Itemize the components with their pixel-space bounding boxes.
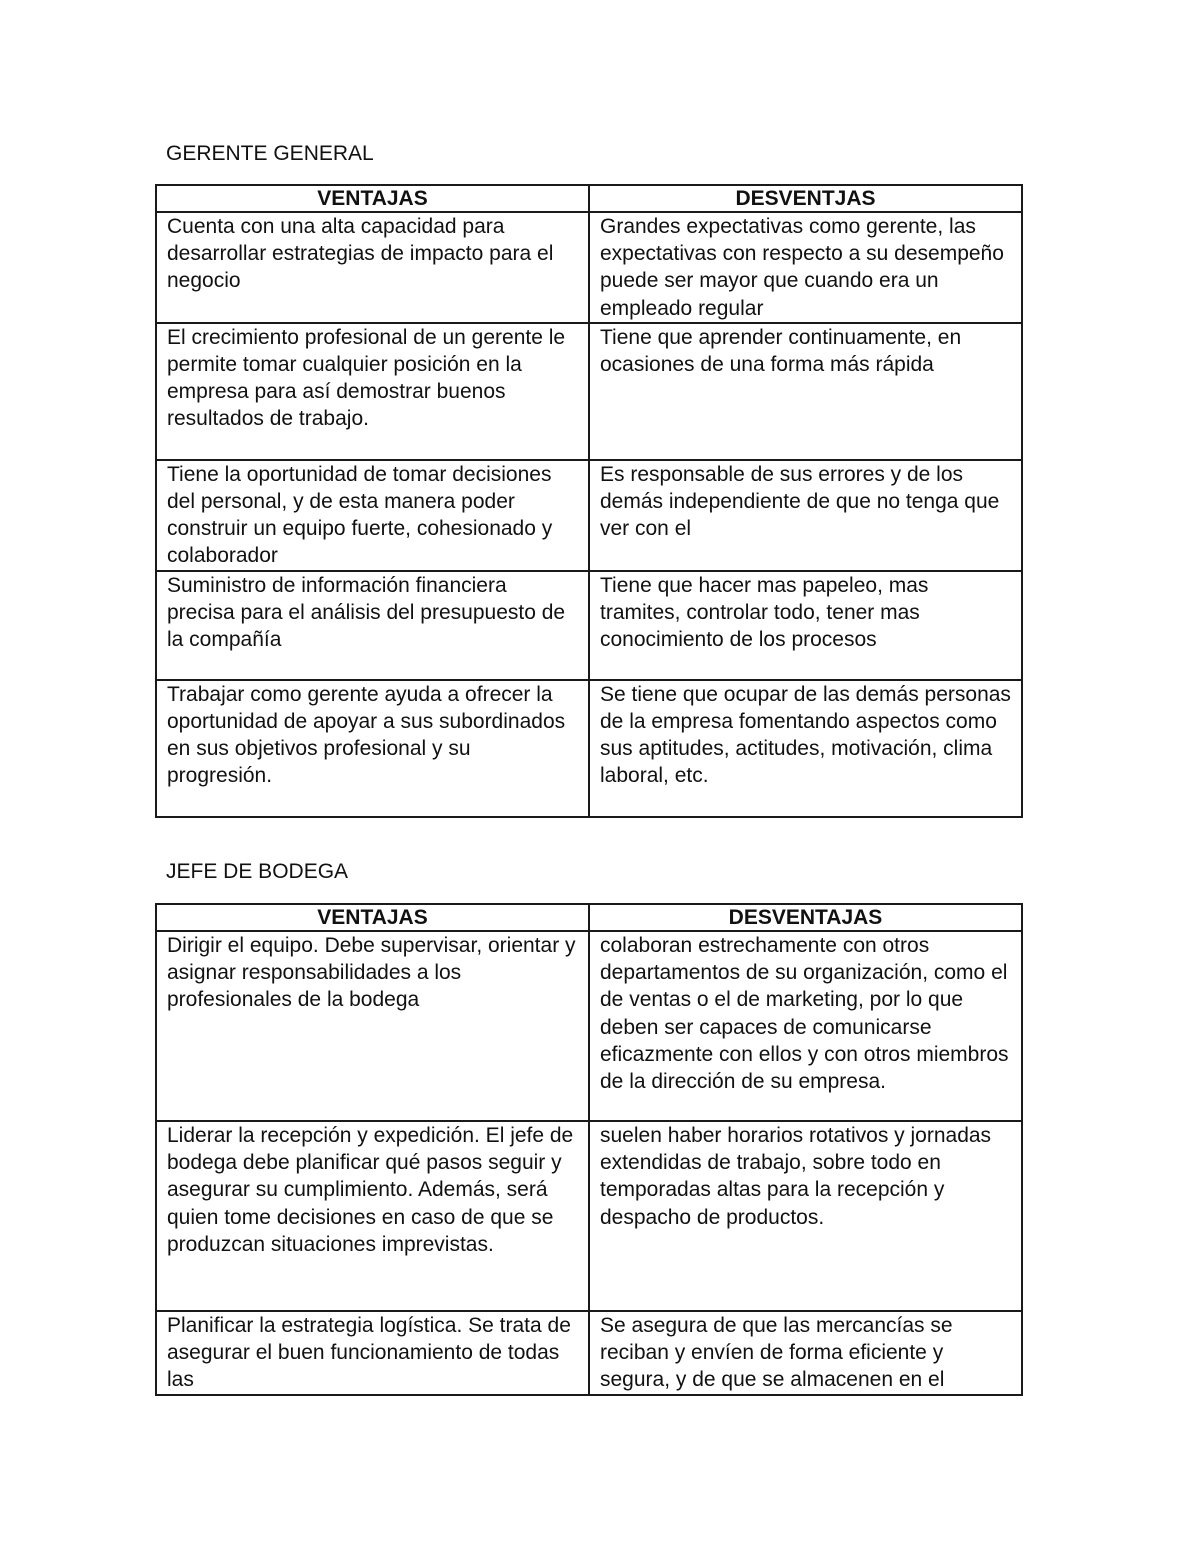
cell-ventaja: Cuenta con una alta capacidad para desarrollar estrategias de impacto para el negocio [156, 212, 589, 323]
cell-desventaja: Tiene que aprender continuamente, en ocasiones de una forma más rápida [589, 323, 1022, 460]
table-row [156, 323, 1022, 460]
table-row [156, 1311, 1022, 1395]
cell-ventaja: Dirigir el equipo. Debe supervisar, orientar y asignar responsabilidades a los profesionales de la bodega [156, 931, 589, 1121]
cell-desventaja: colaboran estrechamente con otros departamentos de su organización, como el de ventas o el de marketing, por lo que deben ser capaces de comunicarse eficazmente con ellos y con otros miembros de la dirección de su empresa. [589, 931, 1022, 1121]
table-row [156, 1121, 1022, 1311]
cell-ventaja: El crecimiento profesional de un gerente le permite tomar cualquier posición en la empresa para así demostrar buenos resultados de trabajo. [156, 323, 589, 460]
section-title-jefe-de-bodega: JEFE DE BODEGA [166, 860, 349, 883]
cell-desventaja: Se tiene que ocupar de las demás personas de la empresa fomentando aspectos como sus aptitudes, actitudes, motivación, clima laboral, etc. [589, 680, 1022, 817]
cell-desventaja: Grandes expectativas como gerente, las expectativas con respecto a su desempeño puede ser mayor que cuando era un empleado regular [589, 212, 1022, 323]
table-row [156, 460, 1022, 571]
cell-desventaja: Tiene que hacer mas papeleo, mas tramites, controlar todo, tener mas conocimiento de los procesos [589, 571, 1022, 680]
header-ventajas: VENTAJAS [156, 904, 589, 931]
table-header-row [156, 904, 1022, 931]
cell-desventaja: suelen haber horarios rotativos y jornadas extendidas de trabajo, sobre todo en temporadas altas para la recepción y despacho de productos. [589, 1121, 1022, 1311]
table-row [156, 680, 1022, 817]
cell-desventaja: Es responsable de sus errores y de los demás independiente de que no tenga que ver con el [589, 460, 1022, 571]
cell-ventaja: Tiene la oportunidad de tomar decisiones del personal, y de esta manera poder construir un equipo fuerte, cohesionado y colaborador [156, 460, 589, 571]
header-desventajas: DESVENTAJAS [589, 904, 1022, 931]
table-jefe-de-bodega [155, 903, 1023, 1396]
table-row [156, 571, 1022, 680]
table-row [156, 212, 1022, 323]
table-header-row [156, 185, 1022, 212]
cell-desventaja: Se asegura de que las mercancías se reciban y envíen de forma eficiente y segura, y de que se almacenen en el [589, 1311, 1022, 1395]
header-desventajas: DESVENTJAS [589, 185, 1022, 212]
table-row [156, 931, 1022, 1121]
section-title-gerente-general: GERENTE GENERAL [166, 142, 374, 165]
cell-ventaja: Trabajar como gerente ayuda a ofrecer la oportunidad de apoyar a sus subordinados en sus objetivos profesional y su progresión. [156, 680, 589, 817]
cell-ventaja: Suministro de información financiera precisa para el análisis del presupuesto de la compañía [156, 571, 589, 680]
cell-ventaja: Liderar la recepción y expedición. El jefe de bodega debe planificar qué pasos seguir y asegurar su cumplimiento. Además, será quien tome decisiones en caso de que se produzcan situaciones imprevistas. [156, 1121, 589, 1311]
header-ventajas: VENTAJAS [156, 185, 589, 212]
cell-ventaja: Planificar la estrategia logística. Se trata de asegurar el buen funcionamiento de todas las [156, 1311, 589, 1395]
table-gerente-general [155, 184, 1023, 818]
